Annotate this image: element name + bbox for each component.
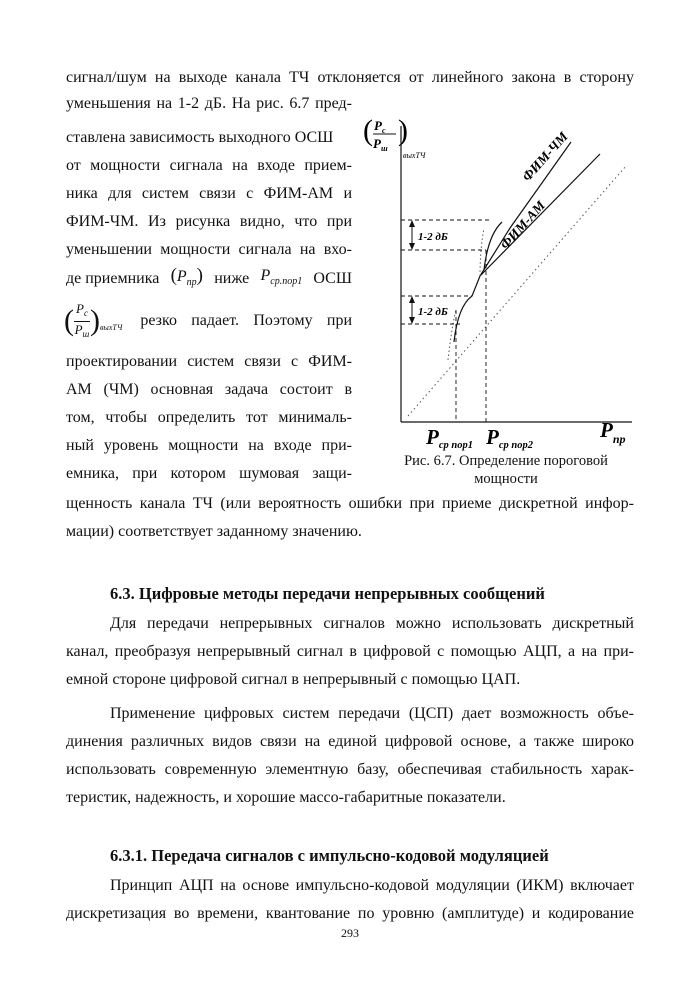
paragraph-line: динения различных видов связи на единой цифровой основе, а также широко: [66, 733, 634, 750]
gap-arrow-lower: [409, 296, 415, 324]
paragraph-line: дискретизация во времени, квантование по уровню (амплитуде) и кодирование: [66, 905, 634, 922]
text-line: емника, при котором шумовая защи-: [66, 465, 352, 482]
text-line: том, чтобы определить тот минималь-: [66, 409, 352, 426]
text-segment: ниже: [214, 270, 250, 287]
knee-upper-dotted: [480, 228, 484, 276]
paragraph-line: теристик, надежность, и хорошие массо-габаритные показатели.: [66, 789, 506, 806]
threshold-figure: [360, 110, 650, 490]
text-line: проектировании систем связи с ФИМ-: [66, 353, 352, 370]
subsection-heading: 6.3.1. Передача сигналов с импульсно-кодовой модуляцией: [110, 846, 549, 865]
text-line: уменьшении мощности сигнала на вхо-: [66, 241, 352, 258]
text-line-with-math: [64, 300, 352, 342]
text-segment: ОСШ: [313, 270, 352, 287]
text-line: сигнал/шум на выходе канала ТЧ отклоняется от линейного закона в сторону: [66, 69, 634, 86]
text-line: АМ (ЧМ) основная задача состоит в: [66, 381, 352, 398]
section-heading: 6.3. Цифровые методы передачи непрерывных сообщений: [110, 584, 545, 603]
knee-lower: [454, 276, 480, 342]
text-line: уменьшения на 1-2 дБ. На рис. 6.7 пред-: [66, 95, 352, 112]
paragraph-line: Для передачи непрерывных сигналов можно использовать дискретный: [110, 615, 634, 632]
reference-diagonal: [408, 166, 626, 416]
text-segment: ставлена зависимость выходного ОСШ: [66, 129, 334, 146]
text-line: [66, 128, 352, 148]
gap-arrow-upper: [409, 220, 415, 250]
text-line: щенность канала ТЧ (или вероятность ошибки при приеме дискретной инфор-: [66, 495, 634, 512]
power-symbol: $(P_{пр})$: [170, 264, 203, 288]
paragraph-line: Применение цифровых систем передачи (ЦСП) дает возможность объе-: [110, 705, 634, 722]
curve-label-fim-chm: ФИМ-ЧМ: [519, 128, 571, 185]
x-tick-label-pthr2: Pср пор2: [486, 425, 533, 451]
page-number: 293: [341, 926, 359, 940]
text-line: мации) соответствует заданному значению.: [66, 523, 362, 540]
text-line: ника для систем связи с ФИМ-АМ и: [66, 185, 352, 202]
svg-text:Pш: $P_ш$: [373, 136, 388, 153]
snr-fraction: ( $P_c$ $P_ш$ ) выхТЧ: [64, 300, 123, 339]
threshold-symbol: $P_{ср.пор1}$: [260, 267, 303, 287]
y-axis-label: [363, 114, 426, 160]
paragraph-line: использовать современную элементную базу, обеспечивая стабильность харак-: [66, 761, 634, 778]
text-line: ный уровень мощности на входе при-: [66, 437, 352, 454]
curve-label-fim-am: ФИМ-АМ: [497, 197, 549, 253]
paragraph-line: Принцип АЦП на основе импульсно-кодовой модуляции (ИКМ) включает: [110, 877, 634, 894]
svg-text:выхТЧ: выхТЧ: [403, 151, 426, 160]
text-line: ФИМ-ЧМ. Из рисунка видно, что при: [66, 213, 352, 230]
paragraph-line: канал, преобразуя непрерывный сигнал в цифровой с помощью АЦП, а на при-: [66, 643, 634, 660]
text-segment: резко падает. Поэтому при: [140, 312, 352, 329]
x-tick-label-pthr1: Pср пор1: [426, 425, 473, 451]
x-axis-label: $P_{пр}$: [600, 418, 626, 446]
text-line: от мощности сигнала на входе прием-: [66, 157, 352, 174]
svg-text:(: (: [363, 114, 373, 147]
paragraph-line: емной стороне цифровой сигнал в непрерывный с помощью ЦАП.: [66, 671, 521, 688]
figure-caption: Рис. 6.7. Определение пороговой мощности: [404, 453, 608, 487]
svg-text:Pc: $P_c$: [374, 118, 386, 135]
gap-label-lower: 1-2 дБ: [418, 306, 448, 318]
text-line-with-math: [66, 266, 352, 292]
text-segment: де приемника: [66, 270, 160, 287]
gap-label-upper: 1-2 дБ: [418, 231, 448, 243]
svg-text:): ): [398, 114, 408, 147]
